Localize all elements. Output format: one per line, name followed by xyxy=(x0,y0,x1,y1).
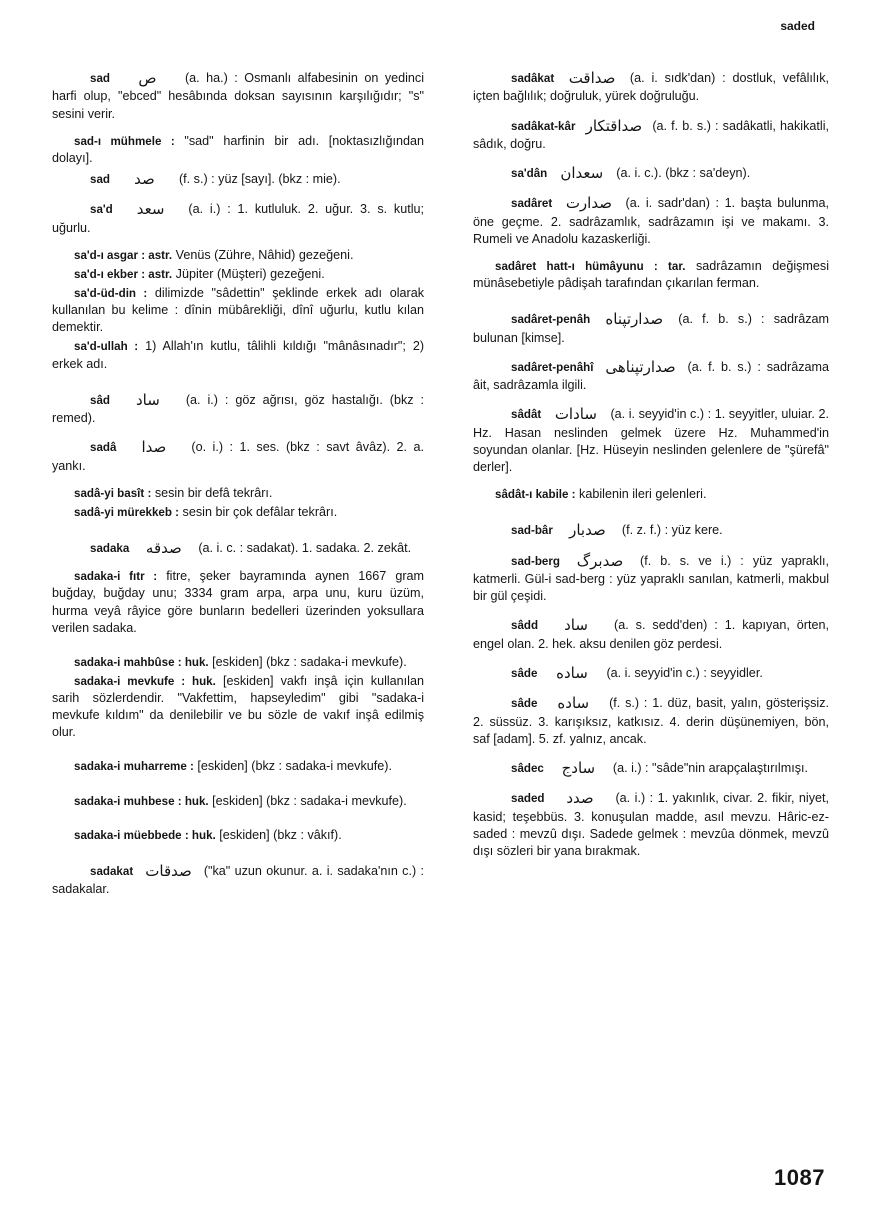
entry-definition: (a. i.) : 1. yakınlık, civar. 2. fikir, niyet, kasid; teşebbüs. 3. konuşulan madde, asıl mevzu. Hâric-ez-saded : mevzû dışı. Sadede gelmek : mevzûa dönmek, mevzû dışı sözleri bir yana bırakmak. xyxy=(473,791,830,858)
entry-headword: sad xyxy=(90,72,110,85)
dictionary-entry xyxy=(473,615,829,653)
entry-headword: sadâret hatt-ı hümâyunu : tar. xyxy=(495,260,686,274)
entry-definition: (a. f. b. s.) : sadâkatli, hakikatli, sâdık, doğru. xyxy=(473,118,830,151)
entry-headword: saded xyxy=(511,792,545,806)
entry-definition: ("ka" uzun okunur. a. i. sadaka'nın c.) : sadakalar. xyxy=(52,863,424,897)
dictionary-entry xyxy=(52,247,424,264)
entry-headword: sa'd-ullah : xyxy=(74,340,139,354)
entry-headword: sa'dân xyxy=(511,167,548,181)
entry-arabic-script: سعدان xyxy=(560,164,604,183)
dictionary-entry xyxy=(52,793,424,810)
entry-arabic-script: صداقتكار xyxy=(585,116,643,135)
dictionary-entry xyxy=(52,861,424,899)
dictionary-entry xyxy=(52,673,424,742)
entry-headword: sa'd-ı asgar : astr. xyxy=(74,248,173,262)
entry-definition: Jüpiter (Müşteri) gezeğeni. xyxy=(175,266,325,281)
entry-headword: sadakat xyxy=(90,864,134,878)
entry-definition: (a. i. sadr'dan) : 1. başta bulunma, öne geçme. 2. sadrâzamlık, sadrâzamın işi ve makamı. 3. Rumeli ve Anadolu kazaskerliği. xyxy=(473,196,830,246)
dictionary-entry xyxy=(52,338,424,372)
dictionary-entry xyxy=(473,116,829,154)
entry-definition: [eskiden] (bkz : sadaka-i mevkufe). xyxy=(212,654,407,669)
dictionary-entry xyxy=(473,309,829,347)
entry-headword: sa'd xyxy=(90,203,113,217)
entry-headword: sadâ-yi basît : xyxy=(74,486,152,500)
entry-definition: (a. i. seyyid'in c.) : seyyidler. xyxy=(606,665,763,680)
dictionary-entry xyxy=(52,169,424,189)
entry-headword: sadâ-yi mürekkeb : xyxy=(74,505,180,519)
entry-arabic-script: صدا xyxy=(141,438,167,457)
entry-definition: (f. s.) : 1. düz, basit, yalın, gösterişsiz. 2. süssüz. 3. karışıksız, katkısız. 4. derin düşünemiyen, bön, saf [adam]. 5. zf. yalnız, ancak. xyxy=(473,696,830,746)
entry-arabic-script: سعد xyxy=(136,200,165,219)
entry-arabic-script: سادات xyxy=(554,405,597,424)
entry-definition: (a. i.) : "sâde"nin arapçalaştırılmışı. xyxy=(612,760,808,775)
entry-headword: sâdd xyxy=(511,619,539,633)
entry-arabic-script: صدارتپناهى xyxy=(605,357,676,376)
dictionary-entry xyxy=(52,285,424,336)
entry-definition: (a. s. sedd'den) : 1. kapıyan, örten, engel olan. 2. hek. aksu denilen göz perdesi. xyxy=(473,618,829,651)
entry-headword: sadaka xyxy=(90,541,130,555)
entry-definition: sesin bir defâ tekrârı. xyxy=(154,485,273,500)
entry-arabic-script: صدارتپناه xyxy=(605,310,664,329)
entry-headword: sadaka-i müebbede : huk. xyxy=(74,828,216,842)
entry-definition: [eskiden] (bkz : sadaka-i mevkufe). xyxy=(212,793,407,808)
entry-arabic-script: ص xyxy=(138,69,157,87)
entry-definition: [eskiden] (bkz : vâkıf). xyxy=(219,827,342,842)
entry-arabic-script: ساده xyxy=(557,694,590,713)
entry-headword: sadaka-i mahbûse : huk. xyxy=(74,655,209,669)
right-column xyxy=(473,68,829,870)
entry-definition: dilimizde "sâdettin" şeklinde erkek adı olarak kullanılan bu kelime : dînin mübârekliği, dînî uğurlu, kutlu kılan demektir. xyxy=(52,286,424,335)
dictionary-entry xyxy=(473,663,829,683)
dictionary-entry xyxy=(473,520,829,540)
entry-definition: (a. i.) : 1. kutluluk. 2. uğur. 3. s. kutlu; uğurlu. xyxy=(52,202,425,235)
dictionary-entry xyxy=(52,485,424,502)
entry-headword: sa'd-üd-din : xyxy=(74,287,148,301)
entry-headword: sadaka-i muhbese : huk. xyxy=(74,794,209,808)
entry-definition: (a. f. b. s.) : sadrâzam bulunan [kimse]. xyxy=(473,312,829,345)
entry-headword: sâde xyxy=(511,666,538,680)
entry-headword: sad-berg xyxy=(511,554,560,568)
entry-headword: sâd xyxy=(90,393,110,407)
entry-arabic-script: صدبار xyxy=(569,521,606,540)
entry-definition: (a. i. c. : sadakat). 1. sadaka. 2. zekât. xyxy=(198,540,412,555)
left-column xyxy=(52,68,424,908)
dictionary-entry xyxy=(473,551,829,606)
dictionary-entry xyxy=(473,788,829,860)
dictionary-entry xyxy=(473,193,829,248)
page-number: 1087 xyxy=(774,1165,825,1190)
entry-definition: kabilenin ileri gelenleri. xyxy=(579,487,707,502)
entry-arabic-script: صدد xyxy=(566,789,594,808)
entry-headword: sadâkat-kâr xyxy=(511,119,576,133)
dictionary-entry xyxy=(473,404,829,476)
entry-arabic-script: سادج xyxy=(561,758,596,777)
entry-definition: "sad" harfinin bir adı. [noktasızlığından dolayı]. xyxy=(52,133,425,165)
dictionary-entry xyxy=(52,504,424,521)
entry-headword: sad-bâr xyxy=(511,524,553,538)
entry-definition: (o. i.) : 1. ses. (bkz : savt âvâz). 2. a. yankı. xyxy=(52,440,424,473)
entry-definition: (a. i.) : göz ağrısı, göz hastalığı. (bkz : remed). xyxy=(52,392,425,426)
dictionary-entry xyxy=(52,654,424,671)
dictionary-entry xyxy=(52,538,424,558)
running-head: saded xyxy=(780,19,815,33)
dictionary-entry xyxy=(473,357,829,395)
entry-headword: sadâkat xyxy=(511,72,555,85)
dictionary-entry xyxy=(473,68,829,106)
dictionary-entry xyxy=(52,199,424,237)
entry-definition: (f. z. f.) : yüz kere. xyxy=(621,523,723,538)
entry-definition: [eskiden] vakfı inşâ için kullanılan sarih sözlerdendir. "Vakfettim, hapseyledim" gibi "sadaka-i mevkufe kıldım" da denilebilir ve bu sözle de vakıf inşâ edilmiş olur. xyxy=(52,673,424,740)
entry-headword: sâde xyxy=(511,697,538,711)
dictionary-entry xyxy=(52,390,424,428)
dictionary-entry xyxy=(473,486,829,503)
entry-arabic-script: صدارت xyxy=(565,194,612,213)
entry-headword: sa'd-ı ekber : astr. xyxy=(74,267,173,281)
entry-arabic-script: صدقات xyxy=(145,861,192,880)
dictionary-entry xyxy=(473,693,829,748)
dictionary-entry xyxy=(52,68,424,123)
entry-headword: sadâret-penâhî xyxy=(511,360,594,374)
dictionary-entry xyxy=(52,827,424,844)
entry-headword: sâdât-ı kabile : xyxy=(495,488,576,502)
dictionary-entry xyxy=(52,437,424,475)
dictionary-entry xyxy=(52,266,424,283)
dictionary-entry xyxy=(52,568,424,637)
entry-headword: sadaka-i mevkufe : huk. xyxy=(74,674,216,688)
entry-headword: sadaka-i muharreme : xyxy=(74,760,194,774)
entry-definition: (a. f. b. s.) : sadrâzama âit, sadrâzamla ilgili. xyxy=(473,359,830,393)
entry-arabic-script: صدبرگ xyxy=(576,551,624,570)
entry-arabic-script: ساد xyxy=(564,616,588,635)
entry-definition: [eskiden] (bkz : sadaka-i mevkufe). xyxy=(197,759,392,774)
entry-headword: sâdât xyxy=(511,408,542,422)
entry-definition: (f. b. s. ve i.) : yüz yapraklı, katmerli. Gül-i sad-berg : yüz yapraklı sanılan, katmerli, makbul bir gül çeşidi. xyxy=(473,553,830,604)
entry-headword: sad xyxy=(90,172,110,186)
entry-headword: sadaka-i fıtr : xyxy=(74,570,158,584)
entry-definition: 1) Allah'ın kutlu, tâlihli kıldığı "mânâsınadır"; 2) erkek adı. xyxy=(52,339,425,371)
dictionary-entry xyxy=(473,258,829,292)
entry-definition: (a. i. sıdk'dan) : dostluk, vefâlılık, içten bağlılık; doğruluk, yürek doğruluğu. xyxy=(473,71,829,104)
entry-definition: (a. i. seyyid'in c.) : 1. seyyitler, uluiar. 2. Hz. Hasan neslinden gelmek üzere Hz. Muhammed'in soyundan olanlar. [Hz. Hüseyin neslinden gelenlere de "şürefâ" derler]. xyxy=(473,407,830,474)
entry-definition: (f. s.) : yüz [sayı]. (bkz : mie). xyxy=(178,171,341,186)
entry-arabic-script: صدقه xyxy=(145,538,182,557)
dictionary-entry xyxy=(52,133,424,167)
entry-definition: (a. i. c.). (bkz : sa'deyn). xyxy=(616,166,751,181)
entry-headword: sadâ xyxy=(90,441,117,455)
entry-headword: sadâret-penâh xyxy=(511,313,591,327)
entry-arabic-script: صد xyxy=(134,169,155,188)
dictionary-entry xyxy=(52,758,424,775)
dictionary-entry xyxy=(473,163,829,183)
entry-definition: fitre, şeker bayramında aynen 1667 gram buğday, buğday unu; 3334 gram arpa, arpa unu, kuru üzüm, hurma veyâ râyice göre bunların bedelleri üzerinden yoksullara verilen sadaka. xyxy=(52,569,425,635)
entry-definition: Venüs (Zühre, Nâhid) gezeğeni. xyxy=(175,247,354,262)
entry-definition: (a. ha.) : Osmanlı alfabesinin on yedinci harfi olup, "ebced" hesâbında doksan sayısının karşılığıdır; "s" sesini verir. xyxy=(52,71,425,121)
entry-definition: sadrâzamın değişmesi münâsebetiyle pâdişah tarafından çıkarılan ferman. xyxy=(473,259,830,291)
entry-arabic-script: ساده xyxy=(556,663,588,682)
entry-arabic-script: ساد xyxy=(136,390,160,409)
entry-arabic-script: صداقت xyxy=(568,69,616,87)
entry-definition: sesin bir çok defâlar tekrârı. xyxy=(182,504,338,519)
dictionary-entry xyxy=(473,758,829,778)
entry-headword: sâdec xyxy=(511,761,544,775)
entry-headword: sad-ı mühmele : xyxy=(74,134,175,148)
entry-headword: sadâret xyxy=(511,197,553,211)
